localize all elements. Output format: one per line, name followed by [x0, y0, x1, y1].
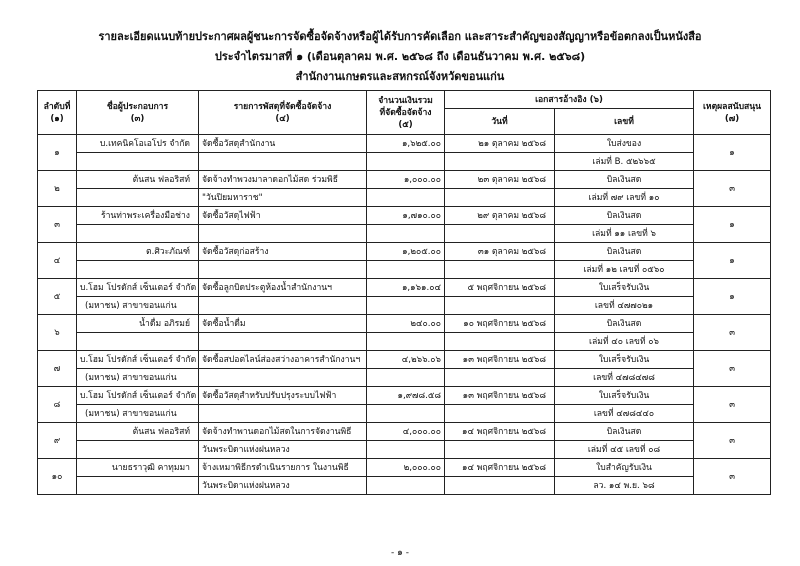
row-doc-type: ใบเสร็จรับเงิน — [555, 279, 694, 297]
table-row — [38, 315, 771, 333]
row-index: ๗ — [38, 351, 77, 387]
row-vendor: ต้นสน ฟลอริสท์ — [77, 423, 199, 441]
row-index: ๓ — [38, 207, 77, 243]
row-vendor-branch — [77, 189, 199, 207]
row-doc-number: เล่มที่ B. ๕๒๖๖๕ — [555, 153, 694, 171]
row-vendor: บ.เทคนิคโอเอโปร จำกัด — [77, 135, 199, 153]
table-row — [38, 387, 771, 405]
document-period: ประจำไตรมาสที่ ๑ (เดือนตุลาคม พ.ศ. ๒๕๖๘ ถึง เดือนธันวาคม พ.ศ. ๒๕๖๘) — [214, 50, 586, 63]
table-row-continued — [38, 441, 771, 459]
row-amount-blank — [367, 189, 445, 207]
row-doc-type: ใบเสร็จรับเงิน — [555, 387, 694, 405]
row-vendor: บ.โฮม โปรดักส์ เซ็นเตอร์ จำกัด — [77, 279, 199, 297]
row-index: ๙ — [38, 423, 77, 459]
row-reason: ๑ — [694, 207, 771, 243]
row-amount: ๑,๑๖๑.๐๔ — [367, 279, 445, 297]
row-amount-blank — [367, 333, 445, 351]
row-vendor: น้ำดื่ม อภิรมย์ — [77, 315, 199, 333]
row-item-detail — [199, 225, 367, 243]
row-index: ๑๐ — [38, 459, 77, 495]
table-row — [38, 135, 771, 153]
table-row — [38, 171, 771, 189]
row-date-blank — [445, 477, 555, 495]
row-date: ๑๓ พฤศจิกายน ๒๕๖๘ — [445, 351, 555, 369]
row-date-blank — [445, 405, 555, 423]
row-amount: ๔,๐๐๐.๐๐ — [367, 423, 445, 441]
row-date-blank — [445, 369, 555, 387]
row-item: จัดซื้อวัสดุสำหรับปรับปรุงระบบไฟฟ้า — [199, 387, 367, 405]
row-index: ๕ — [38, 279, 77, 315]
row-reason: ๑ — [694, 243, 771, 279]
table-row-continued — [38, 189, 771, 207]
row-item: จ้างเหมาพิธีกรดำเนินรายการ ในงานพิธี — [199, 459, 367, 477]
table-row — [38, 243, 771, 261]
row-date-blank — [445, 153, 555, 171]
row-item-detail — [199, 297, 367, 315]
row-doc-type: ใบสำคัญรับเงิน — [555, 459, 694, 477]
row-date: ๑๔ พฤศจิกายน ๒๕๖๘ — [445, 459, 555, 477]
row-amount: ๒๔๐.๐๐ — [367, 315, 445, 333]
row-item: จัดซื้อน้ำดื่ม — [199, 315, 367, 333]
table-row-continued — [38, 297, 771, 315]
row-date-blank — [445, 261, 555, 279]
row-item-detail — [199, 333, 367, 351]
row-doc-type: บิลเงินสด — [555, 243, 694, 261]
row-doc-number: เลขที่ ๔๗๘๔๗๘ — [555, 369, 694, 387]
row-doc-number: เล่มที่ ๗๙ เลขที่ ๑๐ — [555, 189, 694, 207]
table-row-continued — [38, 477, 771, 495]
row-item: จัดซื้อสปอตไลน์ส่องสว่างอาคารสำนักงานฯ — [199, 351, 367, 369]
row-doc-type: บิลเงินสด — [555, 423, 694, 441]
row-date: ๑๔ พฤศจิกายน ๒๕๖๘ — [445, 423, 555, 441]
row-amount-blank — [367, 441, 445, 459]
row-date: ๕ พฤศจิกายน ๒๕๖๘ — [445, 279, 555, 297]
row-doc-number: เลขที่ ๔๗๗๐๒๑ — [555, 297, 694, 315]
row-doc-type: บิลเงินสด — [555, 171, 694, 189]
row-date: ๒๑ ตุลาคม ๒๕๖๘ — [445, 135, 555, 153]
row-doc-number: เล่มที่ ๔๕ เลขที่ ๐๘ — [555, 441, 694, 459]
table-row — [38, 351, 771, 369]
row-item: จัดซื้อวัสดุสำนักงาน — [199, 135, 367, 153]
row-amount-blank — [367, 225, 445, 243]
row-vendor-branch — [77, 441, 199, 459]
row-vendor-branch — [77, 261, 199, 279]
row-doc-type: ใบส่งของ — [555, 135, 694, 153]
row-date-blank — [445, 225, 555, 243]
row-date: ๑๓ พฤศจิกายน ๒๕๖๘ — [445, 387, 555, 405]
row-vendor-branch: (มหาชน) สาขาขอนแก่น — [77, 369, 199, 387]
row-amount: ๑,๐๐๐.๐๐ — [367, 171, 445, 189]
table-row — [38, 423, 771, 441]
row-item-detail — [199, 405, 367, 423]
row-reason: ๓ — [694, 171, 771, 207]
row-reason: ๓ — [694, 423, 771, 459]
table-row — [38, 279, 771, 297]
row-vendor-branch — [77, 333, 199, 351]
row-reason: ๓ — [694, 459, 771, 495]
row-amount-blank — [367, 153, 445, 171]
header-amount: จำนวนเงินรวม ที่จัดซื้อจัดจ้าง (๕) — [367, 91, 445, 135]
row-doc-number: เล่มที่ ๑๑ เลขที่ ๖ — [555, 225, 694, 243]
row-index: ๔ — [38, 243, 77, 279]
row-reason: ๓ — [694, 315, 771, 351]
row-item-detail — [199, 369, 367, 387]
row-amount-blank — [367, 477, 445, 495]
header-reason: เหตุผลสนับสนุน (๗) — [694, 91, 771, 135]
row-item-detail — [199, 153, 367, 171]
row-amount-blank — [367, 405, 445, 423]
row-doc-type: ใบเสร็จรับเงิน — [555, 351, 694, 369]
row-vendor-branch — [77, 153, 199, 171]
row-date: ๓๑ ตุลาคม ๒๕๖๘ — [445, 243, 555, 261]
row-index: ๒ — [38, 171, 77, 207]
row-amount-blank — [367, 261, 445, 279]
row-amount-blank — [367, 369, 445, 387]
row-amount: ๑,๙๗๘.๕๘ — [367, 387, 445, 405]
page-number: - ๑ - — [391, 548, 409, 558]
table-row — [38, 207, 771, 225]
row-doc-number: ลว. ๑๔ พ.ย. ๖๘ — [555, 477, 694, 495]
row-vendor: นายธราวุฒิ คาทุมมา — [77, 459, 199, 477]
row-vendor: บ.โฮม โปรดักส์ เซ็นเตอร์ จำกัด — [77, 387, 199, 405]
document-title: รายละเอียดแนบท้ายประกาศผลผู้ชนะการจัดซื้อจัดจ้างหรือผู้ได้รับการคัดเลือก และสาระสำคัญของสัญญาหรือข้อตกลงเป็นหนังสือ — [98, 30, 702, 43]
row-date: ๒๓ ตุลาคม ๒๕๖๘ — [445, 171, 555, 189]
row-amount: ๑,๒๐๕.๐๐ — [367, 243, 445, 261]
table-row-continued — [38, 261, 771, 279]
header-number: เลขที่ — [555, 109, 694, 135]
table-row-continued — [38, 333, 771, 351]
procurement-table — [37, 90, 771, 495]
row-date: ๒๙ ตุลาคม ๒๕๖๘ — [445, 207, 555, 225]
row-amount: ๒,๐๐๐.๐๐ — [367, 459, 445, 477]
row-vendor-branch — [77, 477, 199, 495]
header-date: วันที่ — [445, 109, 555, 135]
row-reason: ๑ — [694, 279, 771, 315]
row-date-blank — [445, 441, 555, 459]
header-item: รายการพัสดุที่จัดซื้อจัดจ้าง (๔) — [199, 91, 367, 135]
row-index: ๑ — [38, 135, 77, 171]
table-row — [38, 459, 771, 477]
row-vendor-branch: (มหาชน) สาขาขอนแก่น — [77, 297, 199, 315]
header-vendor: ชื่อผู้ประกอบการ (๓) — [77, 91, 199, 135]
table-row-continued — [38, 225, 771, 243]
row-item-detail — [199, 261, 367, 279]
row-amount: ๑,๗๑๐.๐๐ — [367, 207, 445, 225]
row-vendor: บ.โฮม โปรดักส์ เซ็นเตอร์ จำกัด — [77, 351, 199, 369]
table-row-continued — [38, 405, 771, 423]
row-amount: ๑,๖๒๕.๐๐ — [367, 135, 445, 153]
row-reason: ๓ — [694, 387, 771, 423]
table-row-continued — [38, 153, 771, 171]
row-index: ๖ — [38, 315, 77, 351]
row-vendor: ร้านท่าพระเครื่องมือช่าง — [77, 207, 199, 225]
row-vendor-branch — [77, 225, 199, 243]
row-reason: ๓ — [694, 351, 771, 387]
row-item: จัดซื้อวัสดุไฟฟ้า — [199, 207, 367, 225]
row-amount: ๔,๒๖๖.๐๖ — [367, 351, 445, 369]
row-doc-number: เล่มที่ ๔๐ เลขที่ ๐๖ — [555, 333, 694, 351]
row-index: ๘ — [38, 387, 77, 423]
row-reason: ๑ — [694, 135, 771, 171]
row-date-blank — [445, 189, 555, 207]
row-item-detail: วันพระบิดาแห่งฝนหลวง — [199, 441, 367, 459]
row-date-blank — [445, 297, 555, 315]
header-reference: เอกสารอ้างอิง (๖) — [445, 91, 694, 109]
row-item: จัดจ้างทำพานดอกไม้สดในการจัดงานพิธี — [199, 423, 367, 441]
row-item-detail: "วันปิยมหาราช" — [199, 189, 367, 207]
document-agency: สำนักงานเกษตรและสหกรณ์จังหวัดขอนแก่น — [295, 70, 505, 83]
table-row-continued — [38, 369, 771, 387]
header-index: ลำดับที่ (๑) — [38, 91, 77, 135]
row-item: จัดจ้างทำพวงมาลาดอกไม้สด ร่วมพิธี — [199, 171, 367, 189]
row-item: จัดซื้อลูกบิดประตูห้องน้ำสำนักงานฯ — [199, 279, 367, 297]
row-vendor-branch: (มหาชน) สาขาขอนแก่น — [77, 405, 199, 423]
row-date-blank — [445, 333, 555, 351]
row-doc-type: บิลเงินสด — [555, 315, 694, 333]
row-doc-number: เลขที่ ๔๗๘๔๔๐ — [555, 405, 694, 423]
row-vendor: ต.ศิวะภัณฑ์ — [77, 243, 199, 261]
row-item-detail: วันพระบิดาแห่งฝนหลวง — [199, 477, 367, 495]
row-doc-type: บิลเงินสด — [555, 207, 694, 225]
row-item: จัดซื้อวัสดุก่อสร้าง — [199, 243, 367, 261]
row-vendor: ต้นสน ฟลอริสท์ — [77, 171, 199, 189]
row-amount-blank — [367, 297, 445, 315]
row-doc-number: เล่มที่ ๑๒ เลขที่ ๐๕๖๐ — [555, 261, 694, 279]
row-date: ๑๐ พฤศจิกายน ๒๕๖๘ — [445, 315, 555, 333]
